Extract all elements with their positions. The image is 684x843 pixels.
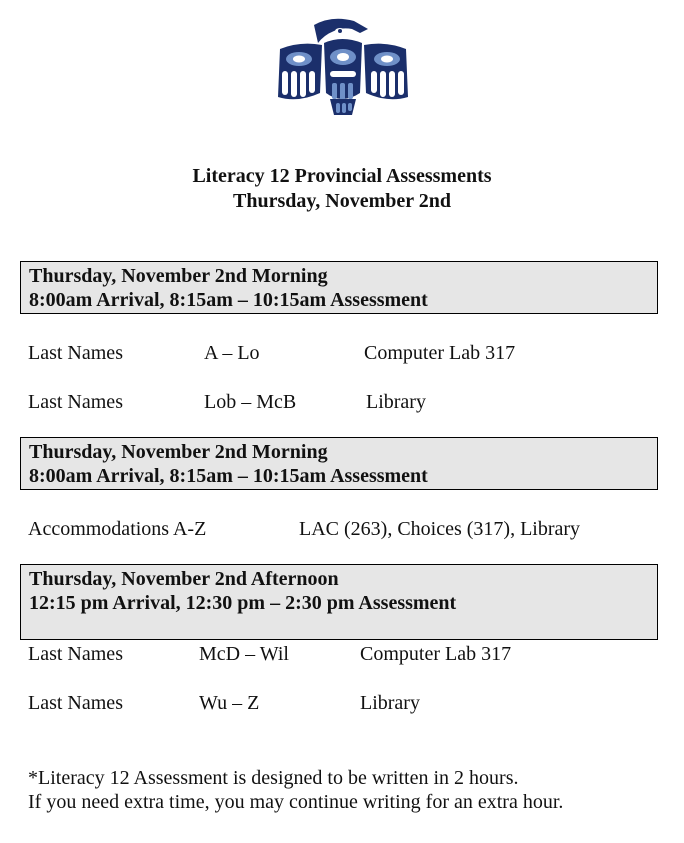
row-label: Last Names [28, 342, 123, 364]
row-room: Computer Lab 317 [364, 342, 516, 364]
row-range: Wu – Z [199, 692, 260, 714]
row-label: Last Names [28, 643, 123, 665]
row-label: Last Names [28, 391, 123, 413]
row-range: Lob – McB [204, 391, 297, 413]
row-range: McD – Wil [199, 643, 289, 665]
row-range: A – Lo [204, 342, 260, 364]
row-room: Library [360, 692, 420, 714]
thunderbird-logo [272, 15, 412, 120]
session-time: 8:00am Arrival, 8:15am – 10:15am Assessment [29, 289, 428, 311]
footnote-line-2: If you need extra time, you may continue writing for an extra hour. [28, 791, 564, 813]
page-title: Literacy 12 Provincial Assessments [192, 165, 492, 187]
row-label: Last Names [28, 692, 123, 714]
row-room: Computer Lab 317 [360, 643, 512, 665]
session-time: 8:00am Arrival, 8:15am – 10:15am Assessment [29, 465, 428, 487]
session-header-afternoon [20, 564, 658, 640]
footnote-line-1: *Literacy 12 Assessment is designed to be written in 2 hours. [28, 767, 519, 789]
session-heading: Thursday, November 2nd Afternoon [29, 568, 339, 590]
page-subtitle: Thursday, November 2nd [232, 190, 451, 212]
session-header-morning-2 [20, 437, 658, 490]
row-room: Library [366, 391, 426, 413]
session-heading: Thursday, November 2nd Morning [29, 441, 328, 463]
row-room: LAC (263), Choices (317), Library [299, 518, 581, 540]
row-label: Accommodations A-Z [28, 518, 207, 540]
session-time: 12:15 pm Arrival, 12:30 pm – 2:30 pm Assessment [29, 592, 457, 614]
session-header-morning-1 [20, 261, 658, 314]
session-heading: Thursday, November 2nd Morning [29, 265, 328, 287]
